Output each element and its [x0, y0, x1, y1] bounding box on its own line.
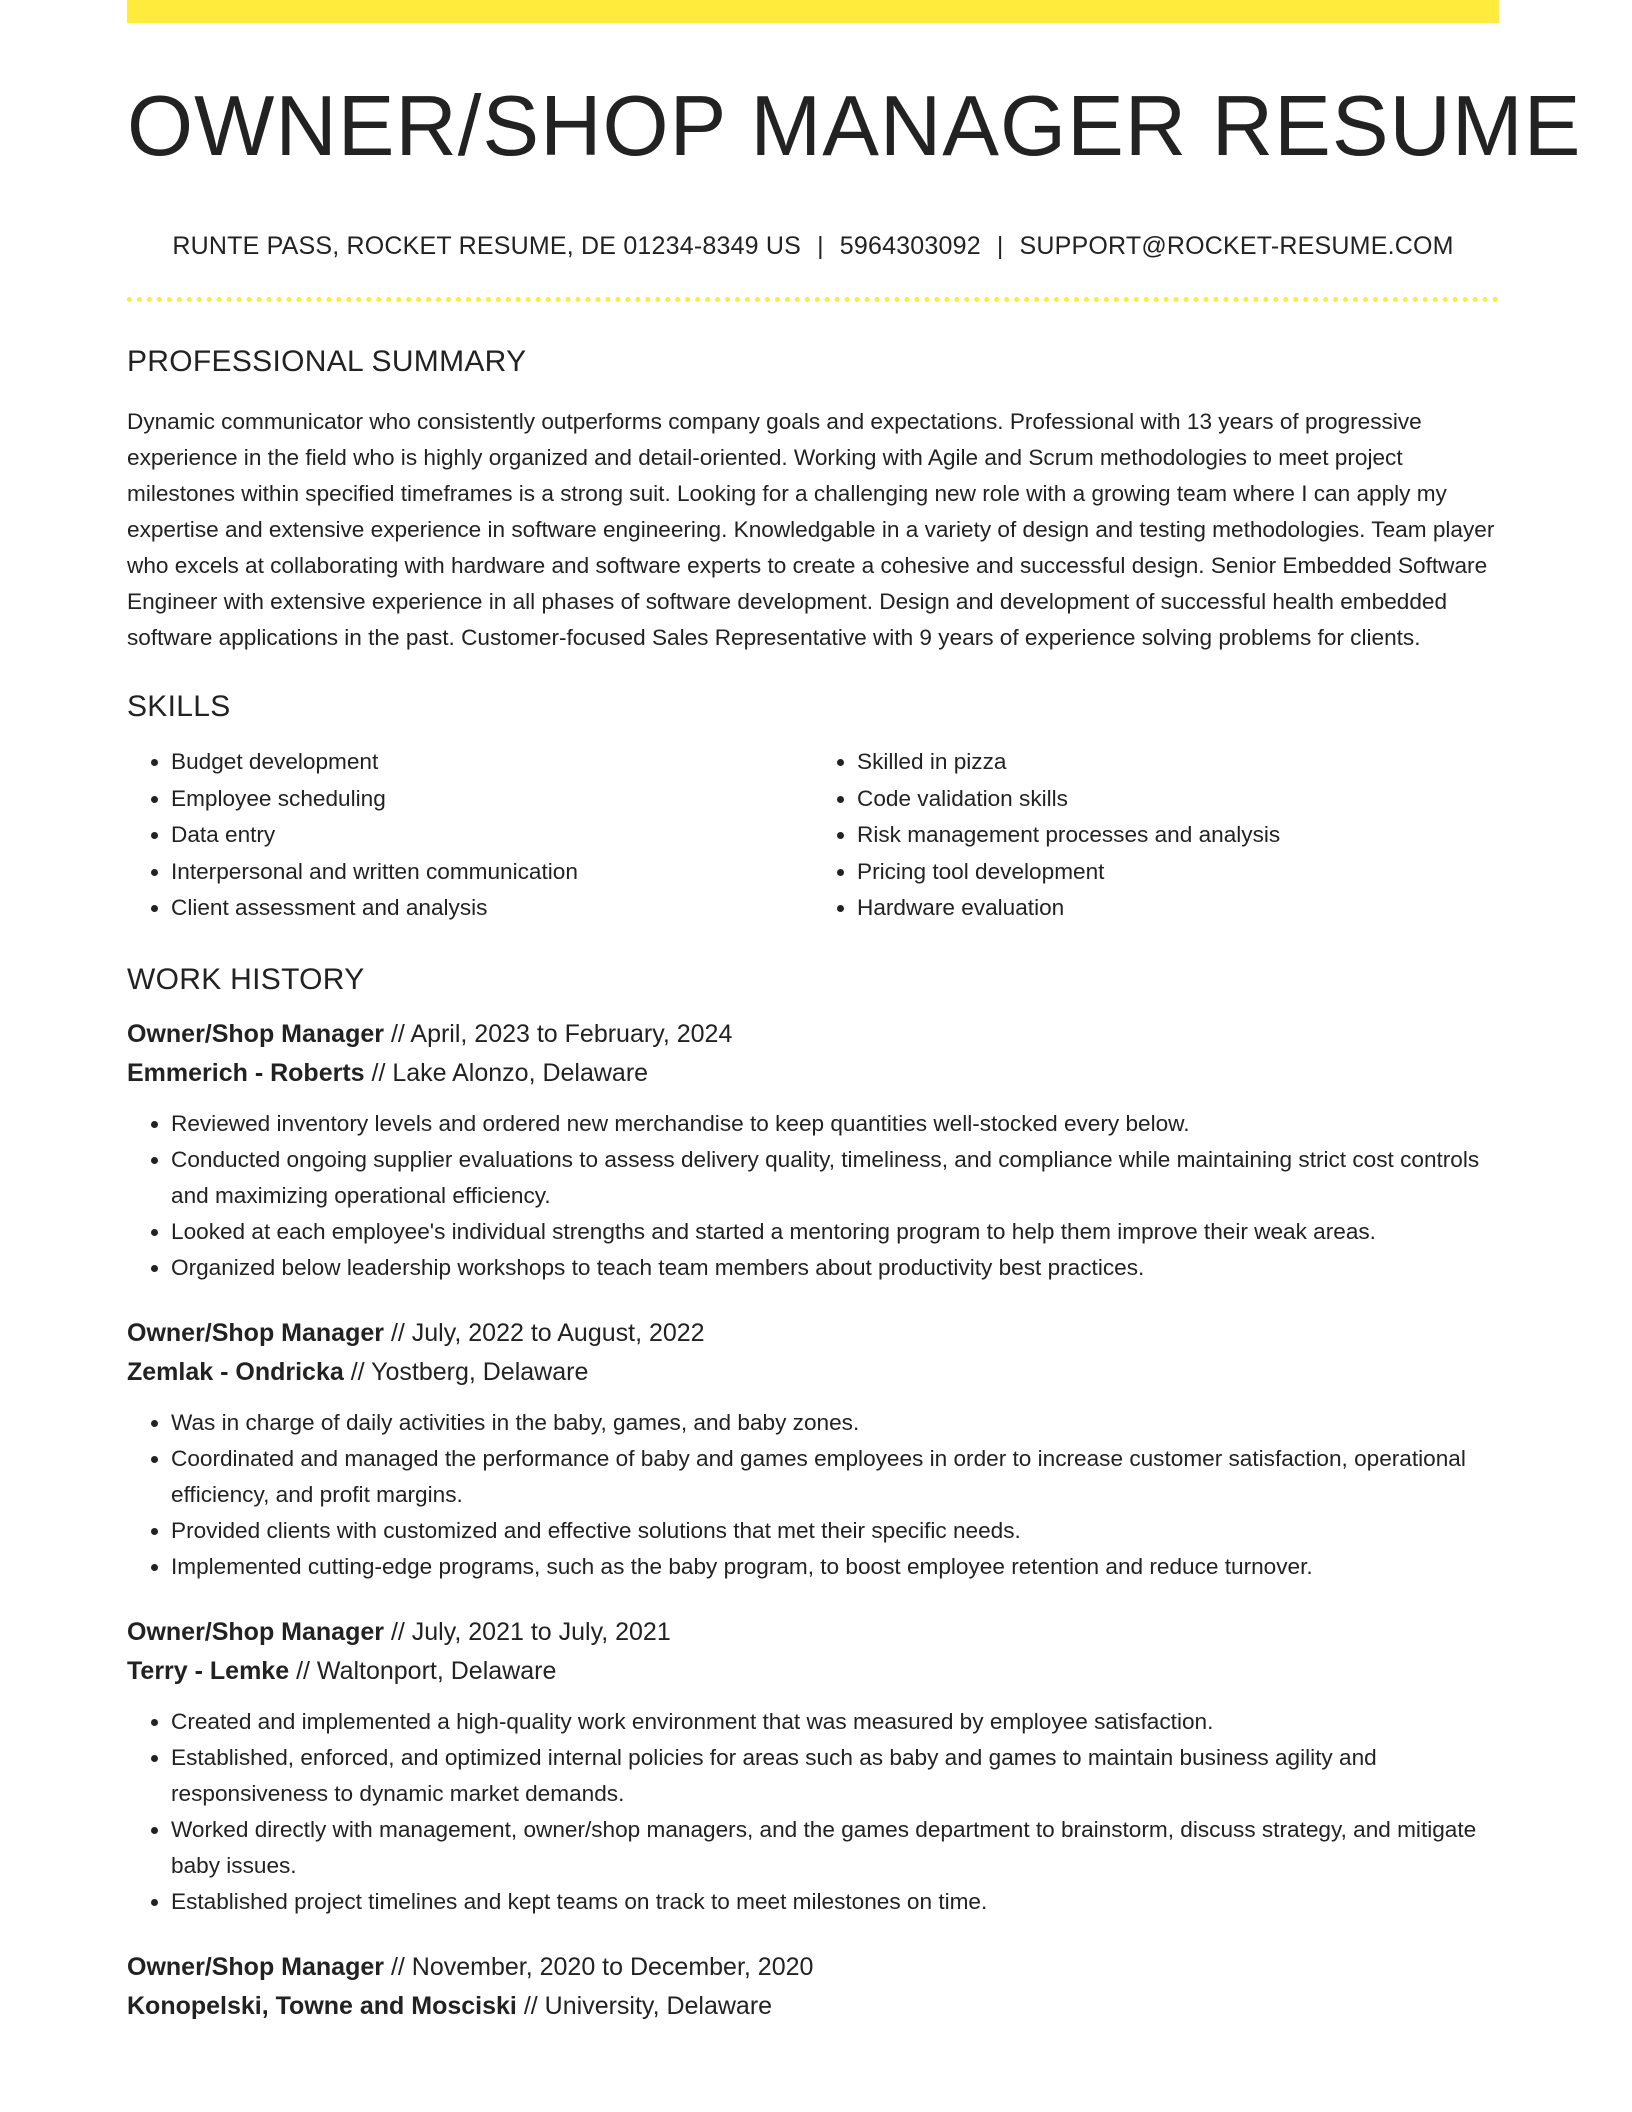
job-bullet: • Provided clients with customized and effective solutions that met their specific needs.	[171, 1513, 1499, 1549]
job-bullet: • Looked at each employee's individual strengths and started a mentoring program to help them improve their weak areas.	[171, 1214, 1499, 1250]
job-location: // Lake Alonzo, Delaware	[371, 1058, 649, 1087]
job-bullets	[127, 1405, 1499, 1585]
job-entry	[127, 1314, 1499, 1585]
job-bullet: • Implemented cutting-edge programs, such as the baby program, to boost employee retention and reduce turnover.	[171, 1549, 1499, 1585]
job-entry	[127, 1015, 1499, 1286]
summary-heading: PROFESSIONAL SUMMARY	[127, 345, 527, 378]
skills-column-left	[127, 744, 813, 927]
skill-item: • Hardware evaluation	[857, 890, 1499, 927]
job-dates: // November, 2020 to December, 2020	[390, 1952, 814, 1981]
skill-item: • Client assessment and analysis	[171, 890, 813, 927]
job-bullet: • Created and implemented a high-quality work environment that was measured by employee satisfaction.	[171, 1704, 1499, 1740]
job-bullet: • Organized below leadership workshops to teach team members about productivity best practices.	[171, 1250, 1499, 1286]
job-company-line	[127, 1054, 1499, 1093]
job-title: Owner/Shop Manager	[127, 1952, 384, 1981]
skills-heading: SKILLS	[127, 690, 231, 723]
job-bullets	[127, 1704, 1499, 1920]
job-company: Terry - Lemke	[127, 1656, 290, 1685]
job-location: // Waltonport, Delaware	[296, 1656, 557, 1685]
skill-item: • Budget development	[171, 744, 813, 781]
job-title: Owner/Shop Manager	[127, 1019, 384, 1048]
resume-page	[127, 0, 1582, 2026]
job-title-line	[127, 1314, 1499, 1353]
skill-item: • Pricing tool development	[857, 854, 1499, 891]
job-dates: // July, 2021 to July, 2021	[390, 1617, 671, 1646]
skill-item: • Skilled in pizza	[857, 744, 1499, 781]
job-company: Konopelski, Towne and Mosciski	[127, 1991, 517, 2020]
job-location: // Yostberg, Delaware	[350, 1357, 589, 1386]
skill-item: • Code validation skills	[857, 781, 1499, 818]
job-entry	[127, 1948, 1499, 2026]
contact-address: RUNTE PASS, ROCKET RESUME, DE 01234-8349 US	[172, 232, 802, 260]
job-location: // University, Delaware	[523, 1991, 773, 2020]
dotted-divider	[127, 297, 1499, 302]
job-company: Emmerich - Roberts	[127, 1058, 365, 1087]
job-company-line	[127, 1353, 1499, 1392]
contact-separator: |	[817, 232, 824, 260]
job-title: Owner/Shop Manager	[127, 1318, 384, 1347]
job-bullet: • Worked directly with management, owner/shop managers, and the games department to brainstorm, discuss strategy, and mitigate baby issues.	[171, 1812, 1499, 1884]
job-bullet: • Established, enforced, and optimized internal policies for areas such as baby and games to maintain business agility and responsiveness to dynamic market demands.	[171, 1740, 1499, 1812]
job-bullet: • Reviewed inventory levels and ordered new merchandise to keep quantities well-stocked every below.	[171, 1106, 1499, 1142]
job-title-line	[127, 1613, 1499, 1652]
skill-item: • Interpersonal and written communication	[171, 854, 813, 891]
top-accent-bar	[127, 0, 1499, 23]
skills-list	[127, 744, 1499, 927]
job-title-line	[127, 1015, 1499, 1054]
skill-item: • Employee scheduling	[171, 781, 813, 818]
work-history-heading: WORK HISTORY	[127, 962, 365, 996]
contact-phone: 5964303092	[839, 232, 981, 260]
job-company-line	[127, 1652, 1499, 1691]
job-bullets	[127, 1106, 1499, 1286]
job-title-line	[127, 1948, 1499, 1987]
job-bullet: • Conducted ongoing supplier evaluations to assess delivery quality, timeliness, and compliance while maintaining strict cost controls and maximizing operational efficiency.	[171, 1142, 1499, 1214]
job-company: Zemlak - Ondricka	[127, 1357, 344, 1386]
job-company-line	[127, 1987, 1499, 2026]
contact-email: SUPPORT@ROCKET-RESUME.COM	[1019, 232, 1454, 260]
skill-item: • Risk management processes and analysis	[857, 817, 1499, 854]
job-dates: // April, 2023 to February, 2024	[390, 1019, 733, 1048]
resume-title: OWNER/SHOP MANAGER RESUME	[127, 79, 1582, 174]
job-bullet: • Coordinated and managed the performance of baby and games employees in order to increase customer satisfaction, operational efficiency, and profit margins.	[171, 1441, 1499, 1513]
skills-column-right	[813, 744, 1499, 927]
job-entry	[127, 1613, 1499, 1920]
job-title: Owner/Shop Manager	[127, 1617, 384, 1646]
job-bullet: • Established project timelines and kept teams on track to meet milestones on time.	[171, 1884, 1499, 1920]
summary-text: Dynamic communicator who consistently outperforms company goals and expectations. Professional with 13 years of progressive experience in the field who is highly organized and detail-oriented. Working with Agile and Scrum methodologies to meet project milestones within specified timeframes is a strong suit. Looking for a challenging new role with a growing team where I can apply my expertise and extensive experience in software engineering. Knowledgable in a variety of design and testing methodologies. Team player who excels at collaborating with hardware and software experts to create a cohesive and successful design. Senior Embedded Software Engineer with extensive experience in all phases of software development. Design and development of successful health embedded software applications in the past. Customer-focused Sales Representative with 9 years of experience solving problems for clients.	[127, 409, 1495, 650]
job-dates: // July, 2022 to August, 2022	[390, 1318, 705, 1347]
job-bullet: • Was in charge of daily activities in the baby, games, and baby zones.	[171, 1405, 1499, 1441]
contact-separator: |	[996, 232, 1004, 260]
skill-item: • Data entry	[171, 817, 813, 854]
contact-line	[127, 232, 1499, 261]
